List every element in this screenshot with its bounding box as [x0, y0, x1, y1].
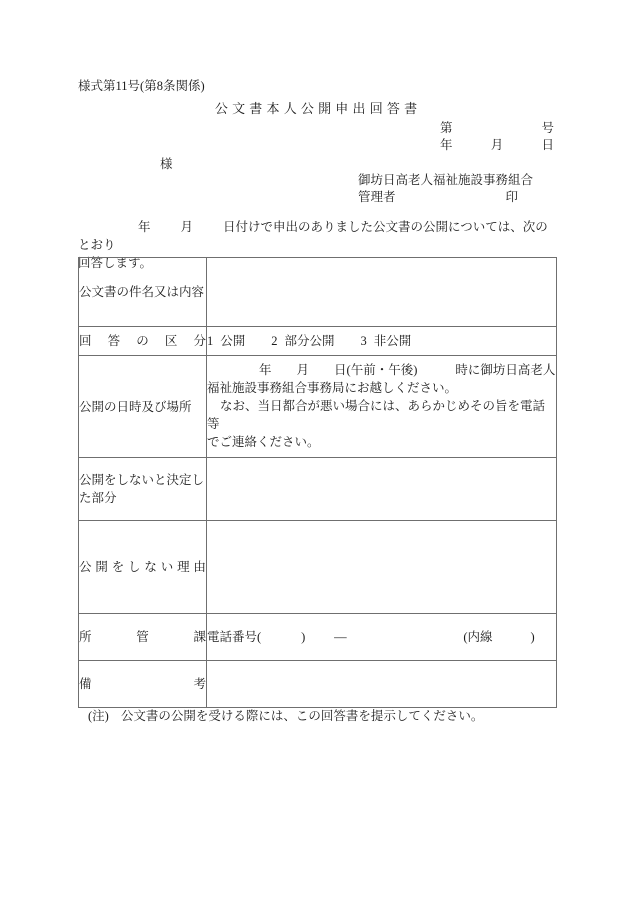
venue-month-label: 月 [296, 363, 310, 377]
label-char: 回 [79, 334, 92, 348]
option-number: 2 [271, 334, 278, 348]
label-char: 答 [107, 334, 121, 348]
label-text: 公開をしないと決定した部分 [79, 473, 205, 505]
table-row [79, 356, 557, 458]
label-text [79, 675, 206, 693]
row-label-datetime-place [79, 356, 207, 458]
issue-month-label: 月 [490, 138, 504, 152]
row-value-remarks[interactable] [207, 661, 557, 708]
option-partial-disclose[interactable] [271, 332, 334, 350]
option-label: 部分公開 [284, 334, 335, 348]
telephone-field [207, 628, 556, 646]
option-disclose[interactable] [207, 332, 245, 350]
venue-line-4: でご連絡ください。 [207, 435, 320, 449]
option-label: 非公開 [373, 334, 412, 348]
intro-body-text-2: 回答します。 [78, 256, 153, 270]
intro-year-label: 年 [138, 220, 151, 234]
row-label-withheld-portion [79, 458, 207, 521]
row-value-withheld-portion[interactable] [207, 458, 557, 521]
label-char: 理 [177, 560, 190, 574]
option-number: 3 [360, 334, 367, 348]
row-value-subject[interactable] [207, 258, 557, 327]
table-row [79, 521, 557, 614]
footnote-tag: (注) [88, 709, 109, 723]
label-char: し [128, 560, 141, 574]
document-number-unit: 号 [541, 121, 554, 135]
seal-mark: 印 [505, 190, 518, 204]
label-char: 公 [79, 560, 92, 574]
label-char: い [160, 560, 174, 574]
table-row [79, 614, 557, 661]
venue-year-label: 年 [259, 363, 272, 377]
page-title: 公文書本人公開申出回答書 [214, 101, 422, 116]
intro-month-label: 月 [180, 220, 194, 234]
extension-label: (内線 [463, 630, 493, 644]
venue-time-label: 時に御坊日高老人 [455, 363, 556, 377]
document-number-line [440, 120, 554, 137]
row-label-remarks [79, 661, 207, 708]
venue-line-1 [207, 361, 556, 379]
venue-day-label: 日(午前・午後) [334, 363, 418, 377]
label-text: 公開の日時及び場所 [79, 399, 192, 414]
label-char: 開 [95, 560, 108, 574]
row-value-non-disclosure-reason[interactable] [207, 521, 557, 614]
response-form-table [78, 257, 557, 708]
table-row [79, 258, 557, 327]
label-char: 課 [193, 630, 206, 644]
form-number: 様式第11号(第8条関係) [78, 79, 205, 93]
document-number-blank [453, 120, 542, 137]
issue-date-line [440, 137, 554, 154]
row-value-response-type [207, 327, 557, 356]
label-char: 区 [164, 334, 178, 348]
label-text [79, 628, 206, 646]
extension-close-paren: ) [530, 630, 535, 644]
issue-year-label: 年 [440, 138, 453, 152]
option-non-disclose[interactable] [361, 332, 412, 350]
label-char: 所 [79, 630, 92, 644]
label-char: 管 [136, 630, 149, 644]
label-text [79, 332, 206, 350]
label-char: を [111, 560, 125, 574]
row-value-responsible-division[interactable] [207, 614, 557, 661]
table-row [79, 327, 557, 356]
venue-instructions [207, 356, 556, 457]
label-char: 備 [79, 677, 92, 691]
row-value-datetime-place[interactable] [207, 356, 557, 458]
document-number-label: 第 [440, 121, 453, 135]
label-char: な [144, 560, 157, 574]
issuer-role: 管理者 [358, 190, 396, 204]
venue-line-2: 福祉施設事務組合事務局にお越しください。 [207, 381, 458, 395]
telephone-close-paren: ) [301, 630, 306, 644]
label-char: 由 [193, 560, 206, 574]
telephone-prefix: 電話番号( [207, 630, 262, 644]
row-label-subject [79, 258, 207, 327]
label-char: 分 [193, 334, 206, 348]
row-label-non-disclosure-reason [79, 521, 207, 614]
row-label-responsible-division [79, 614, 207, 661]
option-number: 1 [207, 334, 214, 348]
addressee-honorific: 様 [160, 157, 173, 171]
footnote-text: 公文書の公開を受ける際には、この回答書を提示してください。 [120, 709, 484, 723]
intro-body-text: 日付けで申出のありました公文書の公開については、次のとおり [78, 220, 548, 252]
issue-day-label: 日 [541, 138, 554, 152]
option-label: 公開 [220, 334, 246, 348]
response-type-options [207, 332, 556, 350]
table-row [79, 458, 557, 521]
label-char: 考 [193, 677, 206, 691]
venue-line-3: なお、当日都合が悪い場合には、あらかじめその旨を電話等 [207, 399, 546, 431]
row-label-response-type [79, 327, 207, 356]
telephone-dash: — [334, 630, 347, 644]
table-row [79, 661, 557, 708]
footnote [88, 707, 483, 725]
issuer-role-line [358, 189, 518, 206]
issuer-organization: 御坊日高老人福祉施設事務組合 [358, 173, 534, 187]
label-text: 公文書の件名又は内容 [79, 285, 205, 299]
label-text [79, 558, 206, 576]
label-char: の [136, 334, 149, 348]
